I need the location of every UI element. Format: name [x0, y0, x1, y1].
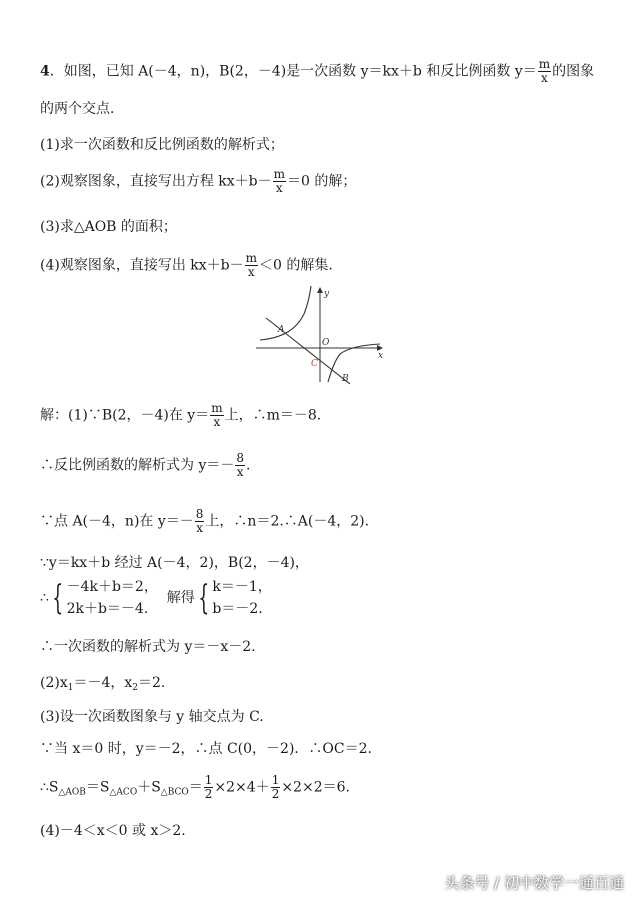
left-brace: { — [198, 578, 209, 618]
solution-line-10: $\therefore S_{\triangle AOB}=S_{\triangle ACO}+S_{\triangle BCO}=$ $\frac{1}{2}$ ×2×4＋ $\frac{1}{2}$ ×2×2＝6. — [40, 773, 350, 801]
solution-line-2: ∴反比例函数的解析式为 y＝－ $\frac{8}{x}$ . — [40, 451, 251, 479]
problem-number: 4 — [40, 63, 50, 80]
solution-system: k＝－1， b＝－2. — [212, 579, 272, 617]
label-C: C — [311, 359, 318, 369]
fraction-one-half: $\frac{1}{2}$ — [204, 773, 213, 801]
question-3: (3)求△AOB 的面积； — [40, 219, 177, 235]
label-B: B — [342, 374, 349, 384]
label-x: x — [378, 351, 384, 361]
solution-line-3: ∵点 A(－4，n)在 y＝－ $\frac{8}{x}$ 上，∴n＝2.∴A(－4，2). — [40, 507, 370, 535]
solution-line-11: (4)－4＜x＜0 或 x＞2. — [40, 823, 186, 839]
question-4: (4)观察图象，直接写出 kx＋b－ $\frac{m}{x}$ ＜0 的解集. — [40, 251, 333, 279]
solution-line-9: ∵当 x＝0 时，y＝－2，∴点 C(0，－2)．∴OC＝2. — [40, 741, 372, 757]
solution-line-6: ∴一次函数的解析式为 y＝－x－2. — [40, 639, 256, 655]
solution-line-5-system: ∴ { －4k＋b＝2， 2k＋b＝－4. 解得 { k＝－1， b＝－2. — [40, 578, 272, 618]
solution-line-1: 解：(1)∵B(2，－4)在 y＝ $\frac{m}{x}$ 上，∴m＝－8. — [40, 401, 322, 429]
problem-line-2: 的两个交点． — [40, 101, 124, 117]
watermark: 头条号 / 初中数学一通百通 — [444, 874, 624, 892]
fraction-one-half: $\frac{1}{2}$ — [271, 773, 280, 801]
fraction-m-over-x: $\frac{m}{x}$ — [211, 401, 223, 429]
hyperbola-branch-upper-left — [260, 286, 311, 340]
problem-intro: ．如图，已知 A(－4，n)，B(2，－4)是一次函数 y＝kx＋b 和反比例函数 y＝ — [49, 63, 537, 80]
question-2: (2)观察图象，直接写出方程 kx＋b－ $\frac{m}{x}$ ＝0 的解； — [40, 167, 357, 195]
hyperbola-branch-lower-right — [328, 344, 380, 382]
fraction-m-over-x: $\frac{m}{x}$ — [245, 251, 258, 279]
question-1: (1)求一次函数和反比例函数的解析式； — [40, 137, 284, 153]
function-graph-figure — [252, 282, 388, 386]
solution-line-4: ∵y＝kx＋b 经过 A(－4，2)，B(2，－4)， — [40, 555, 309, 571]
label-y: y — [324, 289, 330, 299]
fraction-m-over-x: $\frac{m}{x}$ — [273, 167, 286, 195]
equation-system: －4k＋b＝2， 2k＋b＝－4. — [66, 579, 158, 617]
label-A: A — [278, 325, 285, 335]
solution-line-8: (3)设一次函数图象与 y 轴交点为 C. — [40, 709, 264, 725]
label-O: O — [322, 338, 330, 348]
solution-line-7: $(2)x_1=-4$，$x_2=2$. — [40, 675, 166, 693]
problem-line-1: 4．如图，已知 A(－4，n)，B(2，－4)是一次函数 y＝kx＋b 和反比例函数 y＝ $\frac{m}{x}$ 的图象 — [40, 57, 595, 85]
left-brace: { — [52, 578, 64, 618]
fraction-m-over-x: $\frac{m}{x}$ — [538, 57, 551, 85]
fraction-8-over-x: $\frac{8}{x}$ — [236, 451, 244, 479]
fraction-8-over-x: $\frac{8}{x}$ — [195, 507, 204, 535]
